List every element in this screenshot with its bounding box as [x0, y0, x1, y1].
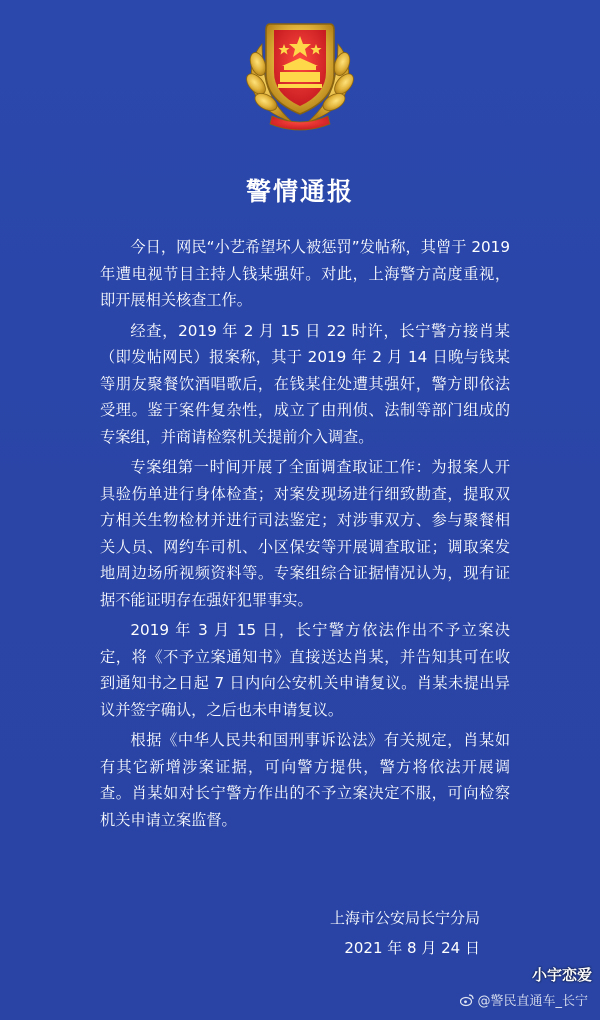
weibo-icon — [460, 993, 474, 1007]
paragraph: 经查，2019 年 2 月 15 日 22 时许，长宁警方接肖某（即发帖网民）报案称，其于 2019 年 2 月 14 日晚与钱某等朋友聚餐饮酒唱歌后，在钱某住处遭其强奸，警方即依法受理。鉴于案件复杂性，成立了由刑侦、法制等部门组成的专案组，并商请检察机关提前介入调查。 — [100, 321, 510, 446]
notice-body — [100, 234, 510, 833]
watermark-overlay: 小宇恋爱 — [531, 966, 592, 984]
paragraph: 2019 年 3 月 15 日，长宁警方依法作出不予立案决定，将《不予立案通知书》直接送达肖某，并告知其可在收到通知书之日起 7 日内向公安机关申请复议。肖某未提出异议并签字确认，之后也未申请复议。 — [100, 621, 510, 719]
police-emblem-icon — [232, 4, 368, 136]
signature-date: 2021 年 8 月 24 日 — [344, 939, 480, 957]
weibo-watermark — [460, 990, 588, 1009]
notice-title: 警情通报 — [245, 177, 354, 206]
paragraph: 今日，网民“小艺希望坏人被惩罚”发帖称，其曾于 2019 年遭电视节目主持人钱某强奸。对此，上海警方高度重视，即开展相关核查工作。 — [100, 238, 510, 309]
watermark-handle: @警民直通车_长宁 — [477, 994, 588, 1009]
paragraph: 根据《中华人民共和国刑事诉讼法》有关规定，肖某如有其它新增涉案证据，可向警方提供，警方将依法开展调查。肖某如对长宁警方作出的不予立案决定不服，可向检察机关申请立案监督。 — [100, 731, 510, 829]
signature-org: 上海市公安局长宁分局 — [329, 909, 480, 927]
paragraph: 专案组第一时间开展了全面调查取证工作：为报案人开具验伤单进行身体检查；对案发现场进行细致勘查，提取双方相关生物检材并进行司法鉴定；对涉事双方、参与聚餐相关人员、网约车司机、小区保安等开展调查取证；调取案发地周边场所视频资料等。专案组综合证据情况认为，现有证据不能证明存在强奸犯罪事实。 — [100, 458, 510, 609]
